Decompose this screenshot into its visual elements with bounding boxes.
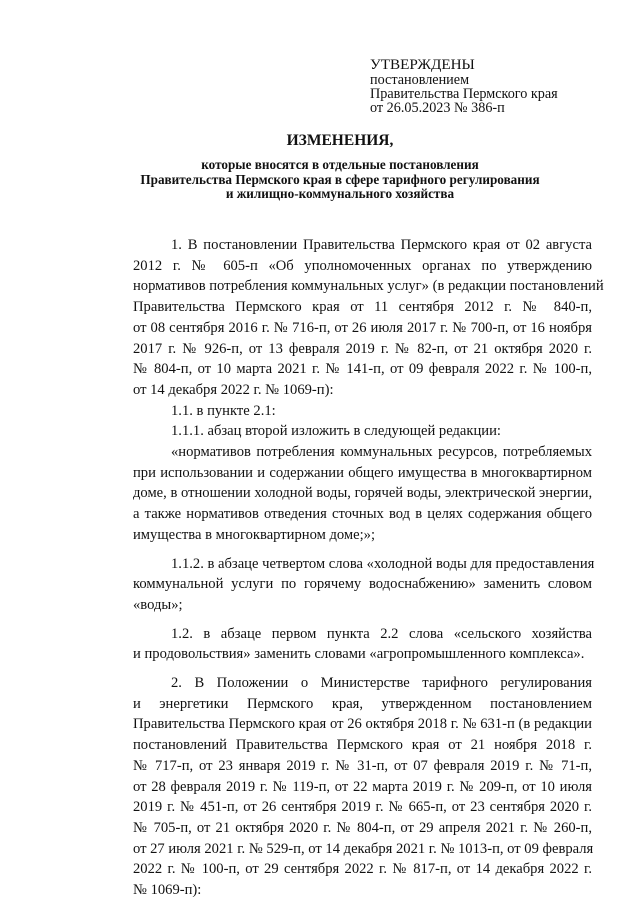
text-line: 1.1.1. абзац второй изложить в следующей редакции: bbox=[171, 423, 501, 440]
text-line: 2019 г. № 451-п, от 26 сентября 2019 г. № 665-п, от 23 сентября 2020 г. bbox=[133, 799, 592, 816]
approval-line-3: от 26.05.2023 № 386-п bbox=[370, 100, 505, 116]
text-line: 2012 г. № 605-п «Об уполномоченных органах по утверждению bbox=[133, 257, 592, 274]
title-main: ИЗМЕНЕНИЯ, bbox=[286, 132, 394, 149]
text-line: нормативов потребления коммунальных услуг» (в редакции постановлений bbox=[133, 278, 604, 295]
text-line: Правительства Пермского края от 11 сентября 2012 г. № 840-п, bbox=[133, 299, 592, 316]
title-sub-1: которые вносятся в отдельные постановления bbox=[201, 157, 479, 172]
text-line: от 28 февраля 2019 г. № 119-п, от 22 марта 2019 г. № 209-п, от 10 июля bbox=[133, 778, 592, 795]
document-title bbox=[60, 130, 620, 202]
title-sub-3: и жилищно-коммунального хозяйства bbox=[225, 186, 455, 201]
text-line: от 08 сентября 2016 г. № 716-п, от 26 июля 2017 г. № 700-п, от 16 ноября bbox=[133, 319, 592, 336]
text-line: 2017 г. № 926-п, от 13 февраля 2019 г. № 82-п, от 21 октября 2020 г. bbox=[133, 340, 592, 357]
paragraph-1-2 bbox=[95, 624, 592, 665]
text-line: 2022 г. № 100-п, от 29 сентября 2022 г. № 817-п, от 14 декабря 2022 г. bbox=[133, 861, 592, 878]
approval-line-1: постановлением bbox=[370, 72, 470, 88]
approval-stamp bbox=[370, 56, 558, 115]
document-body bbox=[95, 235, 604, 901]
text-line: № 717-п, от 23 января 2019 г. № 31-п, от 07 февраля 2019 г. № 71-п, bbox=[133, 757, 592, 774]
paragraph-2 bbox=[95, 673, 592, 901]
text-line: имущества в многоквартирном доме;»; bbox=[133, 526, 376, 543]
text-line: «воды»; bbox=[133, 596, 183, 613]
text-line: «нормативов потребления коммунальных ресурсов, потребляемых bbox=[171, 444, 592, 461]
text-line: постановлений Правительства Пермского края от 21 ноября 2018 г. bbox=[133, 737, 592, 754]
text-line: от 27 июля 2021 г. № 529-п, от 14 декабря 2021 г. № 1013-п, от 09 февраля bbox=[133, 840, 594, 857]
text-line: 1. В постановлении Правительства Пермского края от 02 августа bbox=[171, 237, 592, 253]
text-line: 1.1. в пункте 2.1: bbox=[171, 402, 276, 419]
text-line: 1.1.2. в абзаце четвертом слова «холодной воды для предоставления bbox=[171, 555, 595, 572]
text-line: коммунальной услуги по горячему водоснабжению» заменить словом bbox=[133, 576, 592, 593]
text-line: и продовольствия» заменить словами «агропромышленного комплекса». bbox=[133, 646, 585, 663]
text-line: № 804-п, от 10 марта 2021 г. № 141-п, от 09 февраля 2022 г. № 100-п, bbox=[133, 361, 592, 378]
text-line: и энергетики Пермского края, утвержденном постановлением bbox=[133, 695, 592, 712]
text-line: № 705-п, от 21 октября 2020 г. № 804-п, от 29 апреля 2021 г. № 260-п, bbox=[133, 819, 592, 836]
approval-heading: УТВЕРЖДЕНЫ bbox=[370, 56, 475, 73]
paragraph-1-1 bbox=[95, 401, 592, 422]
text-line: от 14 декабря 2022 г. № 1069-п): bbox=[133, 381, 334, 398]
title-sub-2: Правительства Пермского края в сфере тарифного регулирования bbox=[140, 171, 540, 187]
approval-line-2: Правительства Пермского края bbox=[370, 86, 558, 102]
paragraph-quote bbox=[95, 442, 592, 546]
text-line: при использовании и содержании общего имущества в многоквартирном bbox=[133, 464, 592, 481]
text-line: Правительства Пермского края от 26 октября 2018 г. № 631-п (в редакции bbox=[133, 716, 592, 733]
text-line: а также нормативов отведения сточных вод в целях содержания общего bbox=[133, 506, 592, 523]
paragraph-1-1-2 bbox=[95, 554, 595, 616]
text-line: 2. В Положении о Министерстве тарифного регулирования bbox=[171, 675, 592, 692]
text-line: 1.2. в абзаце первом пункта 2.2 слова «сельского хозяйства bbox=[171, 625, 592, 642]
paragraph-1 bbox=[95, 235, 604, 401]
text-line: № 1069-п): bbox=[133, 882, 202, 899]
text-line: доме, в отношении холодной воды, горячей воды, электрической энергии, bbox=[133, 485, 593, 502]
paragraph-1-1-1 bbox=[95, 421, 592, 442]
